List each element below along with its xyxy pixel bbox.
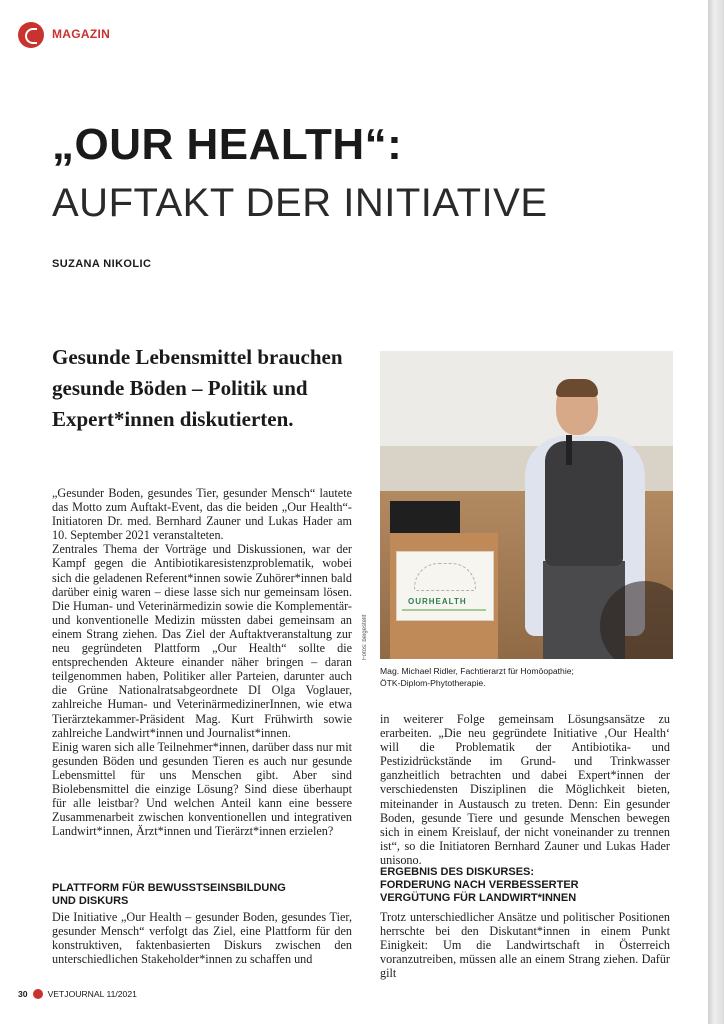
- subheading-line: ERGEBNIS DES DISKURSES:: [380, 866, 535, 878]
- monitor: [390, 501, 460, 533]
- section-label: MAGAZIN: [52, 27, 111, 41]
- page-footer: [18, 989, 137, 999]
- body-paragraph: „Gesunder Boden, gesundes Tier, gesunder Mensch“ lautete das Motto zum Auftakt-Event, das die beiden „Our Health“-Initiatoren Dr. med. Bernhard Zauner und Lukas Hader am 10. September 2021 veranstalteten.: [52, 486, 352, 543]
- vetjournal-logo-icon: [18, 22, 44, 48]
- subheading-line: PLATTFORM FÜR BEWUSSTSEINSBILDUNG: [52, 882, 286, 894]
- body-paragraph: Einig waren sich alle Teilnehmer*innen, darüber dass nur mit gesunden Böden und gesunden Tieren es auch nur gesunde Lebensmittel für uns Menschen gibt. Aber sind Biolebensmittel die einzige Lösung? Sind diese überhaupt für alle leistbar? Und welchen Anteil kann eine bessere Zusammenarbeit zwischen konventionellen und integrativen Landwirt*innen, Ärzt*innen und Tierärzt*innen erzielen?: [52, 739, 352, 839]
- body-paragraph: Die Initiative „Our Health – gesunder Boden, gesundes Tier, gesunder Mensch“ verfolgt das Ziel, eine Plattform für den konstruktiven, faktenbasierten Diskurs zwischen den unterschiedlichen Stakeholder*innen zu schaffen und: [52, 910, 352, 967]
- page-edge: [708, 0, 724, 1024]
- body-column-right-2: [380, 910, 670, 980]
- podium-sign-text: OURHEALTH: [408, 597, 467, 606]
- journal-name: VETJOURNAL 11/2021: [47, 989, 137, 999]
- microphone-icon: [566, 435, 572, 465]
- body-paragraph: in weiterer Folge gemeinsam Lösungsansätze zu erarbeiten. „Die neu gegründete Initiative ‚Our Health‘ will die Problematik der Antibiotika- und Pestizidrückstände im Grund- und Trinkwasser ganzheitlich betrachten und dabei Expert*innen der verschiedensten Disziplinen die Möglichkeit bieten, miteinander in Austausch zu treten. Denn: Ein gesunder Boden, gesunde Tiere und gesunde Menschen bewegen sich in einem Kreislauf, der nicht voneinander zu trennen ist“, so die Initiatoren Bernhard Zauner und Lukas Hader unisono.: [380, 712, 670, 867]
- vetjournal-logo-icon: [33, 989, 43, 999]
- subheading-line: FORDERUNG NACH VERBESSERTER: [380, 879, 579, 891]
- subheading-line: VERGÜTUNG FÜR LANDWIRT*INNEN: [380, 892, 577, 904]
- body-paragraph: Zentrales Thema der Vorträge und Diskussionen, war der Kampf gegen die Antibiotikaresistenzproblematik, wobei sich die geladenen Referent*innen sowie Zuhörer*innen bald darüber einig waren – diese lasse sich nur gemeinsam lösen. Die Human- und Veterinärmedizin sowie die Komplementär- und konventionelle Medizin müssten dabei gemeinsam an einem Strang ziehen. Das Ziel der Auftaktveranstaltung zur neu gegründeten Plattform „Our Health“ sollte die entsprechenden Akteure einander näher bringen – daran teilgenommen haben, Politiker aller Parteien, darunter auch die Grüne Nationalratsabgeordnete DI Olga Voglauer, zahlreiche Human- und VeterinärmedizinerInnen, wie etwa Tierärztekammer-Präsident Mag. Kurt Frühwirth sowie zahlreiche Landwirt*innen und Journalist*innen.: [52, 542, 352, 740]
- article-author: SUZANA NIKOLIC: [52, 258, 152, 270]
- body-paragraph: Trotz unterschiedlicher Ansätze und politischer Positionen herrschte bei den Diskutant*innen in einem Punkt Einigkeit: Um die Landwirtschaft in Österreich voranzutreiben, müssen alle an einem Strang ziehen. Dafür gilt: [380, 910, 670, 981]
- body-column-left-2: [52, 910, 352, 966]
- article-title-line1: „OUR HEALTH“:: [52, 120, 403, 169]
- page-number: 30: [18, 989, 28, 999]
- photo-caption: [380, 665, 680, 689]
- caption-line: ÖTK-Diplom-Phytotherapie.: [380, 678, 486, 688]
- article-title-line2: AUFTAKT DER INITIATIVE: [52, 181, 548, 225]
- article-photo: [380, 351, 673, 659]
- subheading-line: UND DISKURS: [52, 895, 129, 907]
- article-lead: Gesunde Lebensmittel brauchen gesunde Böden – Politik und Expert*innen diskutierten.: [52, 345, 343, 431]
- photo-credit: Fotos: beigestellt: [362, 614, 368, 660]
- subheading-right: [380, 866, 670, 905]
- caption-line: Mag. Michael Ridler, Fachtierarzt für Homöopathie;: [380, 666, 574, 676]
- body-column-right: [380, 712, 670, 867]
- body-column-left: [52, 486, 352, 838]
- subheading-left: [52, 882, 352, 908]
